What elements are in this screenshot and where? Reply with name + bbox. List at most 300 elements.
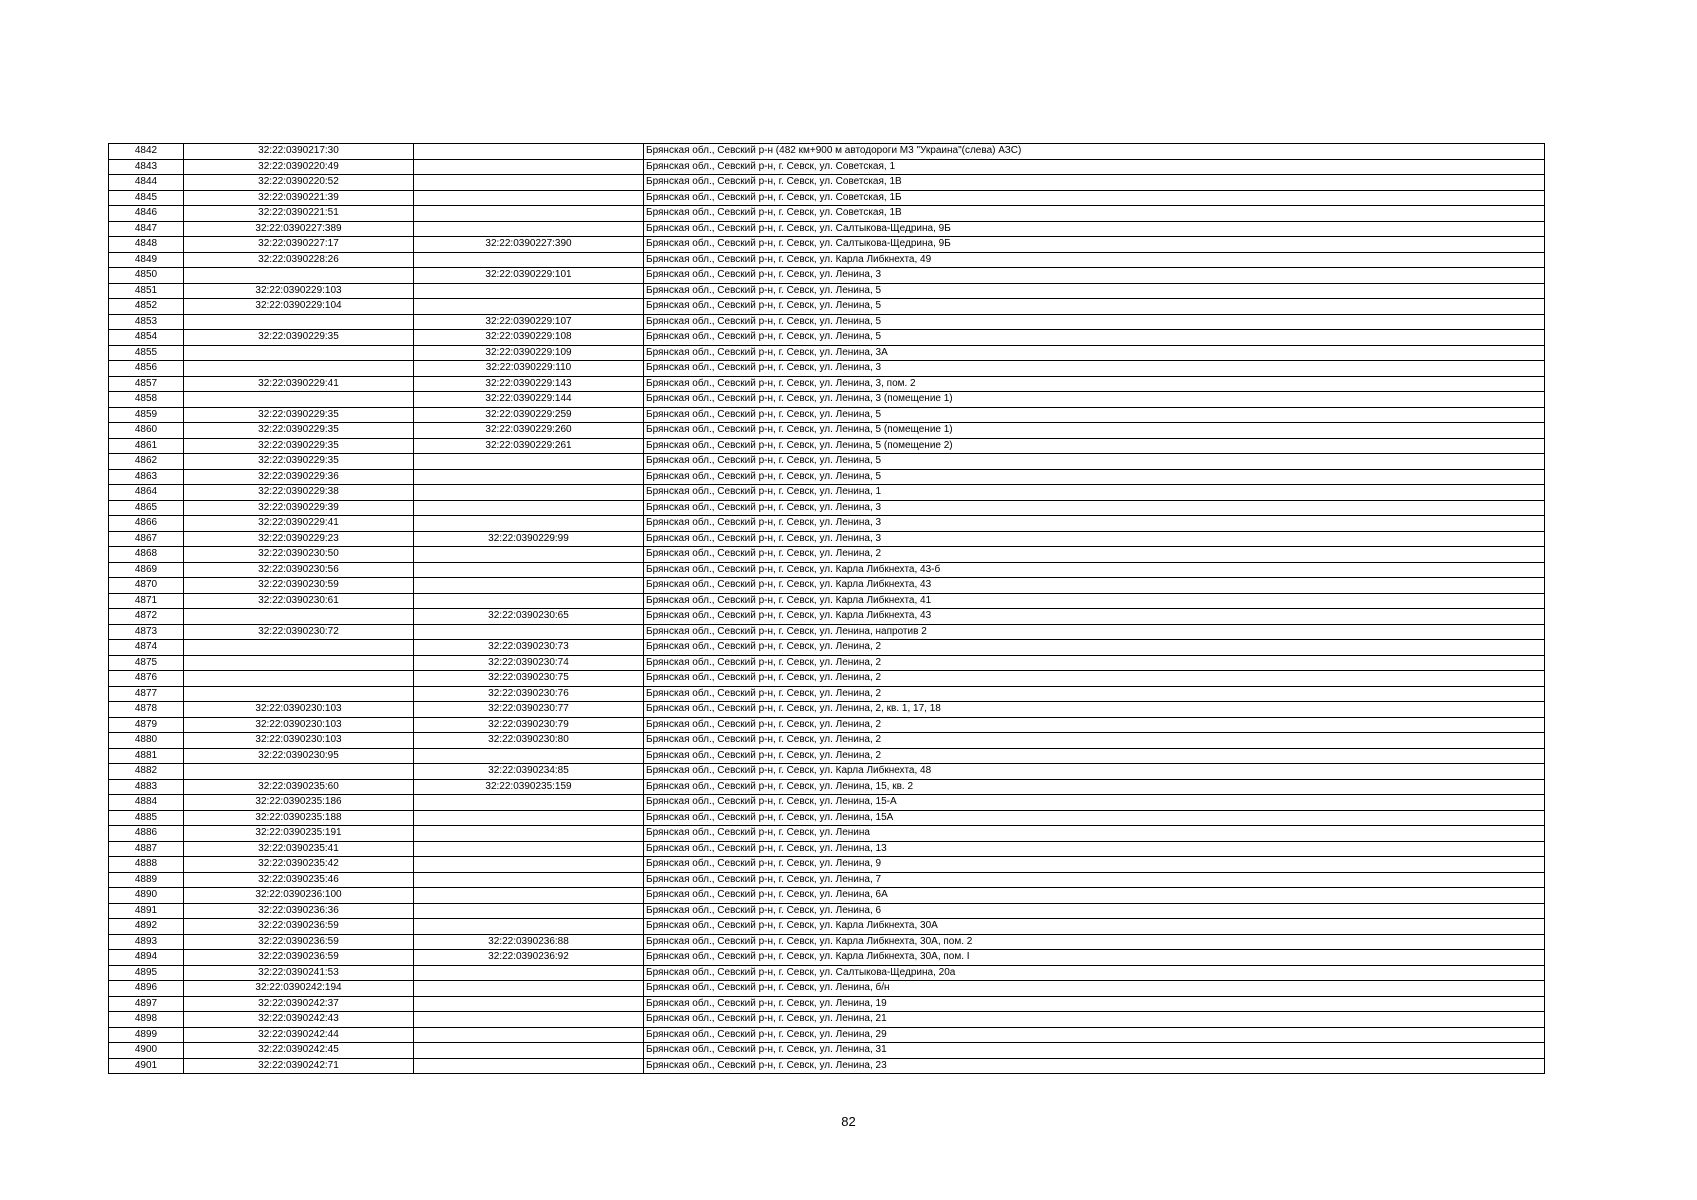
cell-address: Брянская обл., Севский р-н, г. Севск, ул. Ленина, 7 [644, 872, 1545, 888]
table-row [109, 779, 1545, 795]
cell-cadastral-number-object: 32:22:0390229:143 [414, 376, 644, 392]
table-row [109, 934, 1545, 950]
page-number: 82 [841, 1114, 856, 1129]
cadastral-table [108, 143, 1545, 1074]
cell-row-number: 4891 [109, 903, 184, 919]
cell-cadastral-number-object [414, 485, 644, 501]
cell-address: Брянская обл., Севский р-н, г. Севск, ул. Ленина, 2, кв. 1, 17, 18 [644, 702, 1545, 718]
cell-row-number: 4874 [109, 640, 184, 656]
cell-cadastral-number-object [414, 252, 644, 268]
cell-cadastral-number-object [414, 1012, 644, 1028]
table-row [109, 1012, 1545, 1028]
cell-row-number: 4868 [109, 547, 184, 563]
table-row [109, 268, 1545, 284]
cell-address: Брянская обл., Севский р-н, г. Севск, ул. Ленина, 2 [644, 671, 1545, 687]
cell-cadastral-number-object [414, 469, 644, 485]
cell-cadastral-number-parcel: 32:22:0390236:36 [184, 903, 414, 919]
cell-cadastral-number-parcel: 32:22:0390229:35 [184, 407, 414, 423]
table-row [109, 283, 1545, 299]
table-row [109, 175, 1545, 191]
cell-cadastral-number-parcel [184, 640, 414, 656]
cell-address: Брянская обл., Севский р-н, г. Севск, ул. Салтыкова-Щедрина, 9Б [644, 221, 1545, 237]
cell-address: Брянская обл., Севский р-н, г. Севск, ул. Советская, 1В [644, 175, 1545, 191]
cell-cadastral-number-object: 32:22:0390229:260 [414, 423, 644, 439]
cell-cadastral-number-parcel: 32:22:0390242:45 [184, 1043, 414, 1059]
cell-cadastral-number-object: 32:22:0390230:73 [414, 640, 644, 656]
table-row [109, 221, 1545, 237]
cell-address: Брянская обл., Севский р-н, г. Севск, ул. Ленина, 5 [644, 454, 1545, 470]
cell-cadastral-number-parcel [184, 361, 414, 377]
cell-cadastral-number-object: 32:22:0390230:76 [414, 686, 644, 702]
cell-row-number: 4887 [109, 841, 184, 857]
table-row [109, 423, 1545, 439]
cell-cadastral-number-object: 32:22:0390230:65 [414, 609, 644, 625]
table-row [109, 299, 1545, 315]
cell-address: Брянская обл., Севский р-н, г. Севск, ул. Карла Либкнехта, 41 [644, 593, 1545, 609]
cell-cadastral-number-object [414, 872, 644, 888]
cell-cadastral-number-object [414, 593, 644, 609]
cell-address: Брянская обл., Севский р-н, г. Севск, ул. Ленина, 5 (помещение 1) [644, 423, 1545, 439]
cell-cadastral-number-parcel [184, 268, 414, 284]
cell-address: Брянская обл., Севский р-н, г. Севск, ул. Ленина [644, 826, 1545, 842]
table-row [109, 919, 1545, 935]
cell-cadastral-number-parcel: 32:22:0390230:103 [184, 717, 414, 733]
cell-row-number: 4856 [109, 361, 184, 377]
cell-row-number: 4896 [109, 981, 184, 997]
cell-row-number: 4885 [109, 810, 184, 826]
cell-cadastral-number-object [414, 159, 644, 175]
cell-address: Брянская обл., Севский р-н, г. Севск, ул. Салтыкова-Щедрина, 20а [644, 965, 1545, 981]
cell-row-number: 4884 [109, 795, 184, 811]
cell-cadastral-number-object [414, 996, 644, 1012]
cell-cadastral-number-object [414, 903, 644, 919]
cell-cadastral-number-object: 32:22:0390229:101 [414, 268, 644, 284]
table-row [109, 516, 1545, 532]
cell-cadastral-number-parcel [184, 392, 414, 408]
table-row [109, 686, 1545, 702]
cell-cadastral-number-parcel: 32:22:0390230:72 [184, 624, 414, 640]
cell-row-number: 4878 [109, 702, 184, 718]
cell-cadastral-number-object [414, 1027, 644, 1043]
cell-row-number: 4863 [109, 469, 184, 485]
cell-cadastral-number-parcel: 32:22:0390235:186 [184, 795, 414, 811]
cell-address: Брянская обл., Севский р-н, г. Севск, ул. Ленина, 3 [644, 361, 1545, 377]
cell-address: Брянская обл., Севский р-н, г. Севск, ул. Ленина, 2 [644, 748, 1545, 764]
cell-row-number: 4847 [109, 221, 184, 237]
cell-cadastral-number-parcel: 32:22:0390230:59 [184, 578, 414, 594]
cell-cadastral-number-parcel: 32:22:0390229:103 [184, 283, 414, 299]
cell-row-number: 4848 [109, 237, 184, 253]
cell-cadastral-number-parcel: 32:22:0390230:56 [184, 562, 414, 578]
table-row [109, 190, 1545, 206]
cell-row-number: 4850 [109, 268, 184, 284]
cell-cadastral-number-object: 32:22:0390230:77 [414, 702, 644, 718]
cell-cadastral-number-parcel [184, 345, 414, 361]
cell-cadastral-number-object [414, 857, 644, 873]
cell-row-number: 4880 [109, 733, 184, 749]
cell-cadastral-number-parcel: 32:22:0390227:389 [184, 221, 414, 237]
table-row [109, 888, 1545, 904]
table-row [109, 407, 1545, 423]
cell-row-number: 4853 [109, 314, 184, 330]
cell-address: Брянская обл., Севский р-н, г. Севск, ул. Ленина, 31 [644, 1043, 1545, 1059]
table-row [109, 640, 1545, 656]
cell-cadastral-number-parcel: 32:22:0390229:36 [184, 469, 414, 485]
cell-row-number: 4857 [109, 376, 184, 392]
cell-cadastral-number-object [414, 795, 644, 811]
cell-row-number: 4898 [109, 1012, 184, 1028]
cell-cadastral-number-object [414, 965, 644, 981]
cell-cadastral-number-parcel: 32:22:0390230:95 [184, 748, 414, 764]
table-row [109, 485, 1545, 501]
cell-address: Брянская обл., Севский р-н, г. Севск, ул. Ленина, 15, кв. 2 [644, 779, 1545, 795]
table-row [109, 562, 1545, 578]
table-row [109, 361, 1545, 377]
cell-cadastral-number-object: 32:22:0390229:109 [414, 345, 644, 361]
cell-cadastral-number-object [414, 1043, 644, 1059]
table-row [109, 764, 1545, 780]
cell-cadastral-number-object [414, 221, 644, 237]
table-row [109, 469, 1545, 485]
cell-address: Брянская обл., Севский р-н, г. Севск, ул. Ленина, 9 [644, 857, 1545, 873]
cell-row-number: 4871 [109, 593, 184, 609]
cell-address: Брянская обл., Севский р-н, г. Севск, ул. Ленина, 6А [644, 888, 1545, 904]
cell-cadastral-number-parcel: 32:22:0390230:103 [184, 733, 414, 749]
table-row [109, 950, 1545, 966]
cell-address: Брянская обл., Севский р-н, г. Севск, ул. Карла Либкнехта, 43-б [644, 562, 1545, 578]
cell-address: Брянская обл., Севский р-н, г. Севск, ул. Салтыкова-Щедрина, 9Б [644, 237, 1545, 253]
table-row [109, 454, 1545, 470]
cell-cadastral-number-parcel: 32:22:0390221:39 [184, 190, 414, 206]
cell-row-number: 4894 [109, 950, 184, 966]
cell-cadastral-number-object [414, 624, 644, 640]
cell-cadastral-number-object: 32:22:0390236:88 [414, 934, 644, 950]
cell-cadastral-number-parcel: 32:22:0390229:35 [184, 330, 414, 346]
cell-cadastral-number-object [414, 578, 644, 594]
cell-cadastral-number-parcel: 32:22:0390236:59 [184, 950, 414, 966]
cell-row-number: 4895 [109, 965, 184, 981]
cell-cadastral-number-parcel: 32:22:0390230:61 [184, 593, 414, 609]
cell-address: Брянская обл., Севский р-н, г. Севск, ул. Советская, 1Б [644, 190, 1545, 206]
table-row [109, 593, 1545, 609]
cell-address: Брянская обл., Севский р-н, г. Севск, ул. Карла Либкнехта, 43 [644, 609, 1545, 625]
cell-cadastral-number-object [414, 810, 644, 826]
table-row [109, 1043, 1545, 1059]
cell-cadastral-number-parcel: 32:22:0390229:35 [184, 438, 414, 454]
cell-address: Брянская обл., Севский р-н, г. Севск, ул. Ленина, 23 [644, 1058, 1545, 1074]
cell-row-number: 4852 [109, 299, 184, 315]
cell-address: Брянская обл., Севский р-н, г. Севск, ул. Ленина, 3 [644, 268, 1545, 284]
table-row [109, 795, 1545, 811]
cell-row-number: 4858 [109, 392, 184, 408]
cell-address: Брянская обл., Севский р-н, г. Севск, ул. Ленина, 2 [644, 717, 1545, 733]
cell-address: Брянская обл., Севский р-н, г. Севск, ул. Карла Либкнехта, 30А, пом. 2 [644, 934, 1545, 950]
cell-address: Брянская обл., Севский р-н, г. Севск, ул. Ленина, 5 [644, 330, 1545, 346]
table-row [109, 330, 1545, 346]
cell-row-number: 4889 [109, 872, 184, 888]
cell-cadastral-number-object: 32:22:0390230:75 [414, 671, 644, 687]
cell-cadastral-number-parcel: 32:22:0390242:44 [184, 1027, 414, 1043]
cell-row-number: 4900 [109, 1043, 184, 1059]
cell-cadastral-number-parcel [184, 686, 414, 702]
cell-cadastral-number-parcel: 32:22:0390230:50 [184, 547, 414, 563]
table-row [109, 655, 1545, 671]
cell-address: Брянская обл., Севский р-н, г. Севск, ул. Ленина, б/н [644, 981, 1545, 997]
cell-cadastral-number-parcel [184, 314, 414, 330]
cell-address: Брянская обл., Севский р-н, г. Севск, ул. Ленина, 2 [644, 547, 1545, 563]
table-row [109, 206, 1545, 222]
table-row [109, 717, 1545, 733]
cell-address: Брянская обл., Севский р-н, г. Севск, ул. Ленина, 19 [644, 996, 1545, 1012]
cell-row-number: 4851 [109, 283, 184, 299]
cell-address: Брянская обл., Севский р-н, г. Севск, ул. Карла Либкнехта, 43 [644, 578, 1545, 594]
cell-cadastral-number-parcel: 32:22:0390242:37 [184, 996, 414, 1012]
cell-cadastral-number-parcel: 32:22:0390229:23 [184, 531, 414, 547]
cell-cadastral-number-object [414, 547, 644, 563]
cell-cadastral-number-parcel: 32:22:0390227:17 [184, 237, 414, 253]
table-row [109, 965, 1545, 981]
table-row [109, 996, 1545, 1012]
cell-cadastral-number-object [414, 144, 644, 160]
table-row [109, 531, 1545, 547]
cell-cadastral-number-parcel: 32:22:0390242:194 [184, 981, 414, 997]
table-row [109, 1058, 1545, 1074]
cell-row-number: 4859 [109, 407, 184, 423]
cell-cadastral-number-parcel: 32:22:0390229:104 [184, 299, 414, 315]
cell-cadastral-number-object: 32:22:0390229:144 [414, 392, 644, 408]
table-row [109, 159, 1545, 175]
cell-row-number: 4882 [109, 764, 184, 780]
cell-cadastral-number-object [414, 206, 644, 222]
cell-cadastral-number-parcel [184, 655, 414, 671]
cell-cadastral-number-object: 32:22:0390229:259 [414, 407, 644, 423]
cell-cadastral-number-object: 32:22:0390235:159 [414, 779, 644, 795]
cell-cadastral-number-object [414, 454, 644, 470]
cell-cadastral-number-object [414, 826, 644, 842]
cell-cadastral-number-parcel: 32:22:0390229:41 [184, 516, 414, 532]
table-row [109, 810, 1545, 826]
cell-cadastral-number-parcel: 32:22:0390242:71 [184, 1058, 414, 1074]
cell-address: Брянская обл., Севский р-н, г. Севск, ул. Ленина, 2 [644, 733, 1545, 749]
table-row [109, 841, 1545, 857]
table-row [109, 376, 1545, 392]
cell-address: Брянская обл., Севский р-н, г. Севск, ул. Ленина, 13 [644, 841, 1545, 857]
cell-row-number: 4883 [109, 779, 184, 795]
cell-row-number: 4842 [109, 144, 184, 160]
cell-cadastral-number-parcel: 32:22:0390235:41 [184, 841, 414, 857]
cell-cadastral-number-object: 32:22:0390227:390 [414, 237, 644, 253]
cell-cadastral-number-parcel: 32:22:0390242:43 [184, 1012, 414, 1028]
cell-cadastral-number-parcel: 32:22:0390235:60 [184, 779, 414, 795]
table-row [109, 314, 1545, 330]
cell-cadastral-number-parcel: 32:22:0390228:26 [184, 252, 414, 268]
cell-cadastral-number-object [414, 190, 644, 206]
table-body [109, 144, 1545, 1074]
cell-row-number: 4873 [109, 624, 184, 640]
cell-row-number: 4855 [109, 345, 184, 361]
cell-address: Брянская обл., Севский р-н, г. Севск, ул. Ленина, 15-А [644, 795, 1545, 811]
cell-row-number: 4866 [109, 516, 184, 532]
cell-address: Брянская обл., Севский р-н, г. Севск, ул. Ленина, 29 [644, 1027, 1545, 1043]
cell-cadastral-number-object: 32:22:0390229:107 [414, 314, 644, 330]
cell-cadastral-number-parcel: 32:22:0390235:188 [184, 810, 414, 826]
cell-row-number: 4864 [109, 485, 184, 501]
cell-address: Брянская обл., Севский р-н, г. Севск, ул. Ленина, 3, пом. 2 [644, 376, 1545, 392]
table-row [109, 438, 1545, 454]
cell-address: Брянская обл., Севский р-н, г. Севск, ул. Ленина, 3 [644, 516, 1545, 532]
cell-row-number: 4844 [109, 175, 184, 191]
cell-row-number: 4890 [109, 888, 184, 904]
cell-cadastral-number-parcel: 32:22:0390229:35 [184, 423, 414, 439]
cell-address: Брянская обл., Севский р-н, г. Севск, ул. Ленина, 6 [644, 903, 1545, 919]
cell-cadastral-number-object [414, 562, 644, 578]
cell-cadastral-number-object [414, 299, 644, 315]
cell-cadastral-number-object [414, 283, 644, 299]
cell-row-number: 4899 [109, 1027, 184, 1043]
cell-cadastral-number-object: 32:22:0390229:108 [414, 330, 644, 346]
cell-address: Брянская обл., Севский р-н, г. Севск, ул. Ленина, 2 [644, 686, 1545, 702]
table-row [109, 748, 1545, 764]
table-row [109, 903, 1545, 919]
cell-row-number: 4869 [109, 562, 184, 578]
cell-cadastral-number-object [414, 516, 644, 532]
cell-cadastral-number-object: 32:22:0390230:80 [414, 733, 644, 749]
cell-row-number: 4881 [109, 748, 184, 764]
table-row [109, 500, 1545, 516]
table-row [109, 547, 1545, 563]
table-row [109, 345, 1545, 361]
table-row [109, 671, 1545, 687]
cell-row-number: 4867 [109, 531, 184, 547]
table-row [109, 857, 1545, 873]
cell-row-number: 4888 [109, 857, 184, 873]
cell-address: Брянская обл., Севский р-н, г. Севск, ул. Ленина, 3 [644, 500, 1545, 516]
cell-address: Брянская обл., Севский р-н, г. Севск, ул. Карла Либкнехта, 48 [644, 764, 1545, 780]
cell-cadastral-number-parcel: 32:22:0390229:41 [184, 376, 414, 392]
cell-address: Брянская обл., Севский р-н, г. Севск, ул. Ленина, 2 [644, 655, 1545, 671]
cell-row-number: 4897 [109, 996, 184, 1012]
cell-address: Брянская обл., Севский р-н, г. Севск, ул. Ленина, 15А [644, 810, 1545, 826]
cell-address: Брянская обл., Севский р-н, г. Севск, ул. Ленина, 5 [644, 299, 1545, 315]
cell-row-number: 4845 [109, 190, 184, 206]
cell-cadastral-number-parcel: 32:22:0390221:51 [184, 206, 414, 222]
cell-address: Брянская обл., Севский р-н (482 км+900 м автодороги М3 "Украина"(слева) АЗС) [644, 144, 1545, 160]
cell-cadastral-number-object [414, 748, 644, 764]
cell-cadastral-number-object: 32:22:0390229:110 [414, 361, 644, 377]
cell-address: Брянская обл., Севский р-н, г. Севск, ул. Ленина, 2 [644, 640, 1545, 656]
table-row [109, 237, 1545, 253]
table-row [109, 578, 1545, 594]
table-row [109, 624, 1545, 640]
cell-address: Брянская обл., Севский р-н, г. Севск, ул. Ленина, 5 [644, 407, 1545, 423]
cell-cadastral-number-parcel: 32:22:0390236:59 [184, 919, 414, 935]
cell-address: Брянская обл., Севский р-н, г. Севск, ул. Советская, 1В [644, 206, 1545, 222]
cell-address: Брянская обл., Севский р-н, г. Севск, ул. Ленина, 3 (помещение 1) [644, 392, 1545, 408]
cell-cadastral-number-object: 32:22:0390234:85 [414, 764, 644, 780]
cell-cadastral-number-parcel: 32:22:0390229:35 [184, 454, 414, 470]
cell-address: Брянская обл., Севский р-н, г. Севск, ул. Ленина, 5 (помещение 2) [644, 438, 1545, 454]
cell-cadastral-number-object [414, 981, 644, 997]
cell-cadastral-number-parcel: 32:22:0390235:42 [184, 857, 414, 873]
table-row [109, 252, 1545, 268]
cell-row-number: 4893 [109, 934, 184, 950]
cell-row-number: 4877 [109, 686, 184, 702]
cell-row-number: 4865 [109, 500, 184, 516]
cell-row-number: 4846 [109, 206, 184, 222]
cell-cadastral-number-object [414, 919, 644, 935]
table-row [109, 702, 1545, 718]
table-row [109, 826, 1545, 842]
cell-cadastral-number-object [414, 1058, 644, 1074]
cell-cadastral-number-object: 32:22:0390229:261 [414, 438, 644, 454]
cell-cadastral-number-parcel [184, 764, 414, 780]
cell-cadastral-number-parcel: 32:22:0390230:103 [184, 702, 414, 718]
cell-row-number: 4861 [109, 438, 184, 454]
cell-cadastral-number-object: 32:22:0390230:79 [414, 717, 644, 733]
cell-cadastral-number-parcel: 32:22:0390235:191 [184, 826, 414, 842]
cell-row-number: 4849 [109, 252, 184, 268]
cell-row-number: 4875 [109, 655, 184, 671]
cell-address: Брянская обл., Севский р-н, г. Севск, ул. Ленина, 3 [644, 531, 1545, 547]
cell-cadastral-number-object [414, 888, 644, 904]
cell-cadastral-number-parcel [184, 609, 414, 625]
cell-address: Брянская обл., Севский р-н, г. Севск, ул. Советская, 1 [644, 159, 1545, 175]
cell-cadastral-number-object: 32:22:0390230:74 [414, 655, 644, 671]
cell-cadastral-number-parcel: 32:22:0390236:100 [184, 888, 414, 904]
table-row [109, 872, 1545, 888]
cell-cadastral-number-parcel [184, 671, 414, 687]
table-row [109, 981, 1545, 997]
cell-address: Брянская обл., Севский р-н, г. Севск, ул. Ленина, 3А [644, 345, 1545, 361]
cell-address: Брянская обл., Севский р-н, г. Севск, ул. Ленина, напротив 2 [644, 624, 1545, 640]
table-row [109, 144, 1545, 160]
cell-row-number: 4886 [109, 826, 184, 842]
cell-address: Брянская обл., Севский р-н, г. Севск, ул. Ленина, 5 [644, 283, 1545, 299]
cell-address: Брянская обл., Севский р-н, г. Севск, ул. Ленина, 5 [644, 469, 1545, 485]
table-row [109, 733, 1545, 749]
cell-address: Брянская обл., Севский р-н, г. Севск, ул. Ленина, 21 [644, 1012, 1545, 1028]
cell-row-number: 4892 [109, 919, 184, 935]
cell-cadastral-number-parcel: 32:22:0390229:39 [184, 500, 414, 516]
cell-row-number: 4862 [109, 454, 184, 470]
cell-row-number: 4854 [109, 330, 184, 346]
cell-row-number: 4901 [109, 1058, 184, 1074]
cell-address: Брянская обл., Севский р-н, г. Севск, ул. Ленина, 5 [644, 314, 1545, 330]
table-row [109, 1027, 1545, 1043]
cell-address: Брянская обл., Севский р-н, г. Севск, ул. Карла Либкнехта, 49 [644, 252, 1545, 268]
table-row [109, 609, 1545, 625]
cell-row-number: 4860 [109, 423, 184, 439]
cell-cadastral-number-parcel: 32:22:0390235:46 [184, 872, 414, 888]
cell-address: Брянская обл., Севский р-н, г. Севск, ул. Карла Либкнехта, 30А, пом. I [644, 950, 1545, 966]
table-row [109, 392, 1545, 408]
cell-row-number: 4879 [109, 717, 184, 733]
cell-row-number: 4876 [109, 671, 184, 687]
cell-cadastral-number-parcel: 32:22:0390217:30 [184, 144, 414, 160]
cell-row-number: 4870 [109, 578, 184, 594]
cell-cadastral-number-object [414, 500, 644, 516]
cell-address: Брянская обл., Севский р-н, г. Севск, ул. Карла Либкнехта, 30А [644, 919, 1545, 935]
cell-row-number: 4843 [109, 159, 184, 175]
cell-cadastral-number-object [414, 175, 644, 191]
cell-cadastral-number-parcel: 32:22:0390241:53 [184, 965, 414, 981]
cell-cadastral-number-parcel: 32:22:0390220:52 [184, 175, 414, 191]
cell-cadastral-number-parcel: 32:22:0390229:38 [184, 485, 414, 501]
cell-row-number: 4872 [109, 609, 184, 625]
cell-address: Брянская обл., Севский р-н, г. Севск, ул. Ленина, 1 [644, 485, 1545, 501]
cell-cadastral-number-parcel: 32:22:0390236:59 [184, 934, 414, 950]
cell-cadastral-number-object [414, 841, 644, 857]
